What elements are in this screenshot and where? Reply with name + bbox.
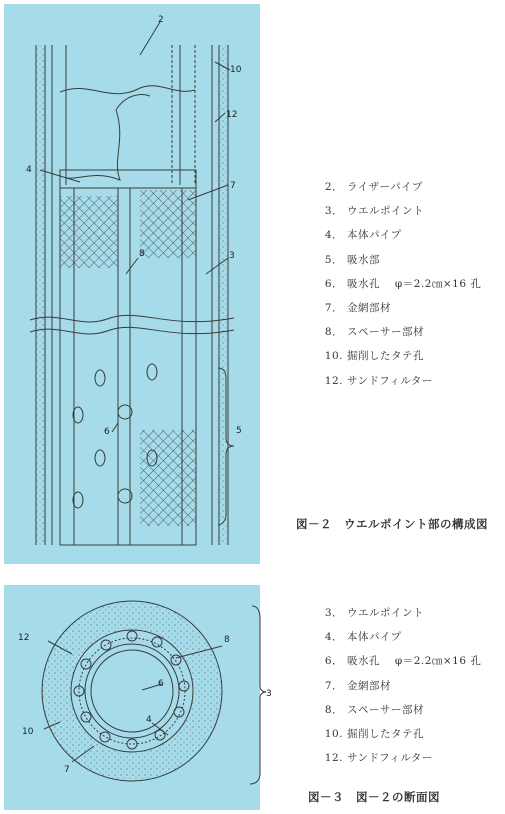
break-line-upper xyxy=(30,315,234,322)
legend-item xyxy=(313,746,481,770)
legend-item-label: スペーサー部材 xyxy=(347,326,424,339)
legend-item-number: 12. xyxy=(324,374,343,387)
legend-item-label: 掘削したタテ孔 xyxy=(347,728,424,741)
legend-item xyxy=(313,625,481,649)
legend-item-label: 金網部材 xyxy=(347,679,391,692)
legend-item-label: スペーサー部材 xyxy=(347,703,424,716)
legend-item xyxy=(313,320,481,344)
callout-4-section: 4 xyxy=(146,715,152,725)
legend-item-label: 吸水孔 φ＝2.2㎝×16 孔 xyxy=(347,655,482,668)
legend-item xyxy=(313,344,481,368)
cutaway-break xyxy=(66,90,150,180)
legend-item-number: 4． xyxy=(324,229,343,242)
legend-item xyxy=(313,223,481,247)
callout-3-section: 3 xyxy=(266,689,272,699)
legend-item-label: ライザーパイプ xyxy=(347,181,423,193)
wire-mesh-lower xyxy=(140,430,196,526)
legend-item-number: 3． xyxy=(324,607,343,619)
figure-2-caption-number: 図－２ xyxy=(296,517,332,531)
legend-item xyxy=(313,199,481,223)
legend-item xyxy=(313,369,481,393)
brace-well-point xyxy=(250,606,266,784)
callout-8: 8 xyxy=(139,249,145,259)
break-line-lower xyxy=(30,327,234,334)
spacer-ring-outer xyxy=(71,630,193,752)
legend-item-number: 3． xyxy=(324,205,343,218)
sand-filter-left xyxy=(37,45,44,545)
legend-item-label: 掘削したタテ孔 xyxy=(347,350,424,363)
figure-3-legend xyxy=(313,601,481,770)
figure-3-caption-title: 図－２の断面図 xyxy=(356,790,440,804)
legend-item-label: サンドフィルター xyxy=(347,374,433,387)
figure-2-caption xyxy=(296,516,488,532)
legend-item-number: 6． xyxy=(324,277,343,290)
legend-item xyxy=(313,649,481,673)
legend-item xyxy=(313,601,481,625)
callout-6-section: 6 xyxy=(158,679,164,689)
callout-8-section: 8 xyxy=(224,635,230,645)
figure-2-caption-title: ウエルポイント部の構成図 xyxy=(344,517,488,531)
legend-item-number: 4． xyxy=(324,631,343,644)
legend-item-number: 8． xyxy=(324,326,343,339)
callout-12: 12 xyxy=(226,110,238,120)
legend-item xyxy=(313,248,481,272)
callout-12-section: 12 xyxy=(18,633,30,643)
legend-item-number: 2． xyxy=(324,181,343,193)
legend-item-number: 10. xyxy=(324,728,343,741)
legend-item-number: 12. xyxy=(324,752,343,765)
legend-item-label: 吸水部 xyxy=(347,253,380,266)
well-point-longitudinal xyxy=(30,22,234,545)
callout-7-section: 7 xyxy=(64,765,70,775)
callout-10-section: 10 xyxy=(22,727,34,737)
legend-item-label: 金網部材 xyxy=(347,302,391,315)
wire-mesh-upper-left xyxy=(60,196,118,268)
legend-item-label: 吸水孔 φ＝2.2㎝×16 孔 xyxy=(347,277,482,290)
legend-item xyxy=(313,698,481,722)
legend-item-number: 10. xyxy=(324,350,343,363)
pipe-coupling xyxy=(60,170,196,188)
legend-item xyxy=(313,272,481,296)
legend-item-number: 7． xyxy=(324,302,343,315)
cutaway-top xyxy=(60,86,195,94)
well-point-section xyxy=(42,601,266,784)
callout-3: 3 xyxy=(229,251,235,261)
callout-7: 7 xyxy=(230,181,236,191)
callout-10: 10 xyxy=(230,65,242,75)
legend-item-label: 本体パイプ xyxy=(347,631,402,644)
legend-item-number: 5． xyxy=(324,253,343,266)
legend-item-number: 6． xyxy=(324,655,343,668)
legend-item-number: 7． xyxy=(324,679,343,692)
wire-mesh-upper-right xyxy=(140,190,196,258)
legend-item xyxy=(313,722,481,746)
legend-item-number: 8． xyxy=(324,703,343,716)
legend-item xyxy=(313,175,481,199)
legend-item-label: サンドフィルター xyxy=(347,752,433,765)
figure-3-caption-number: 図－３ xyxy=(308,790,344,804)
callout-5: 5 xyxy=(236,426,242,436)
legend-item xyxy=(313,296,481,320)
legend-item xyxy=(313,674,481,698)
callout-2: 2 xyxy=(158,15,164,25)
legend-item-label: ウエルポイント xyxy=(347,205,424,218)
callout-4: 4 xyxy=(26,165,32,175)
callout-6: 6 xyxy=(104,427,110,437)
legend-item-label: 本体パイプ xyxy=(347,229,402,242)
figure-2-legend xyxy=(313,175,481,393)
figure-3-caption xyxy=(308,789,440,805)
legend-item-label: ウエルポイント xyxy=(347,607,424,619)
